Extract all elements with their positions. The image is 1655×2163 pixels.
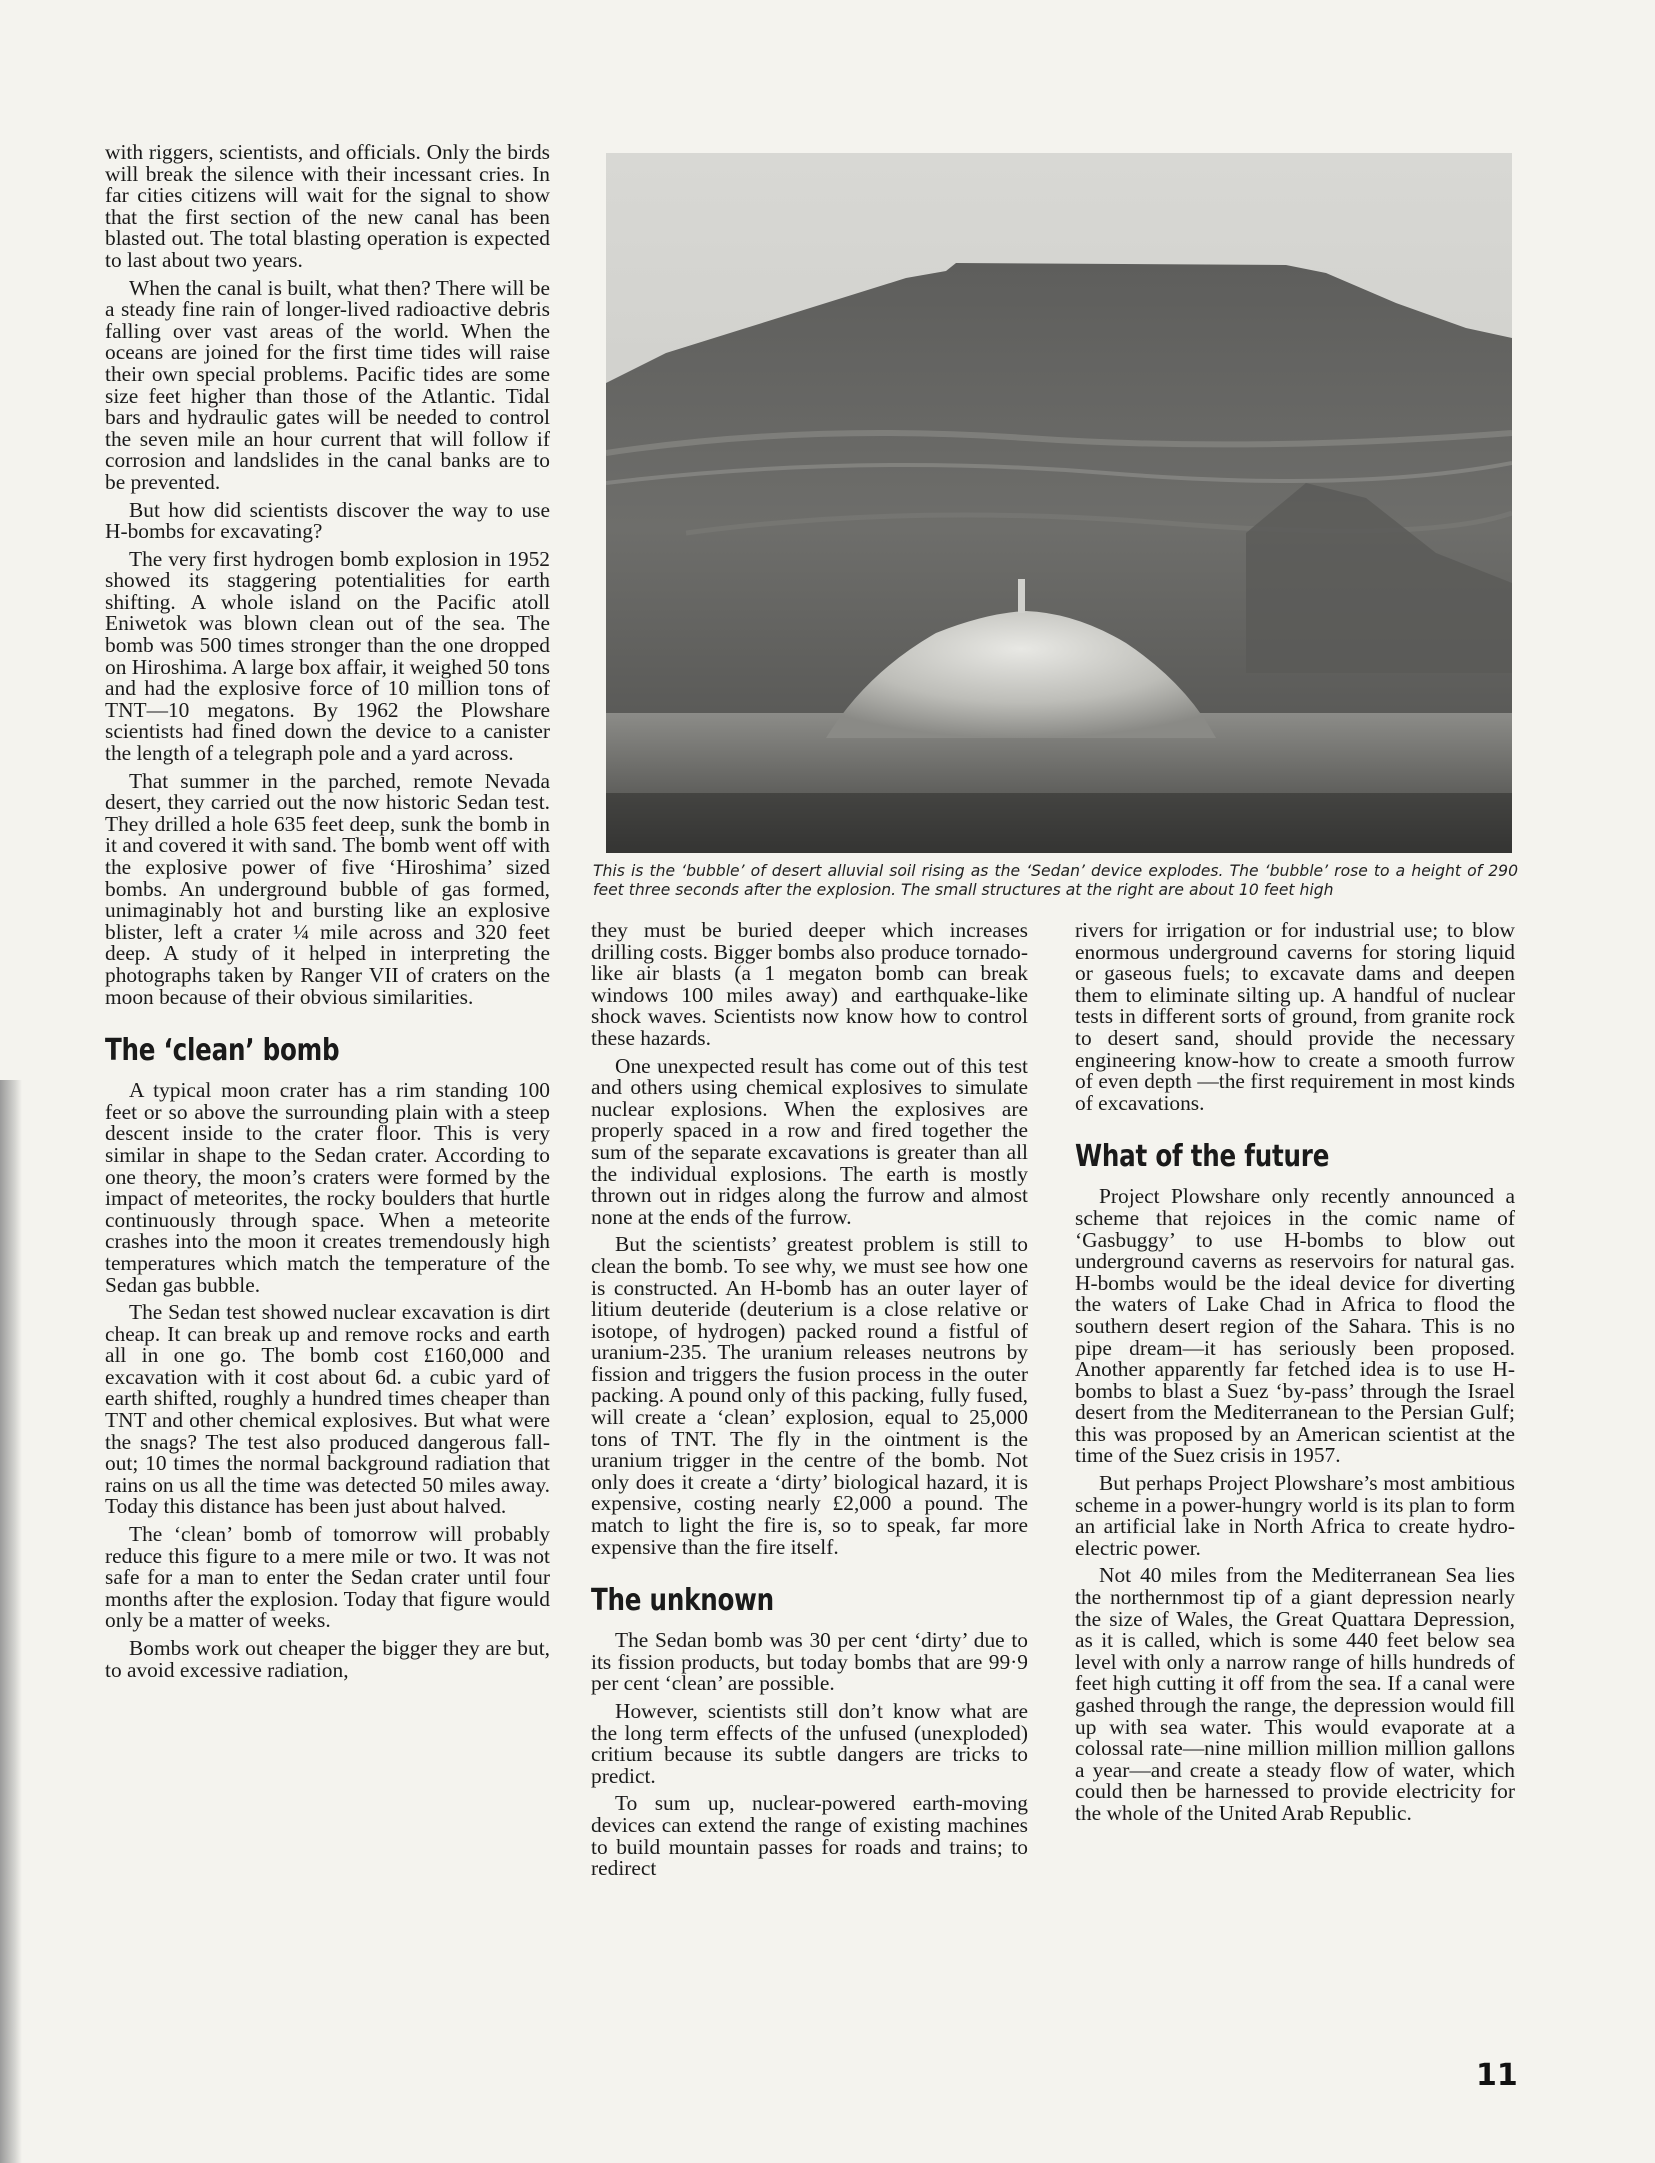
subheading-clean-bomb: The ‘clean’ bomb xyxy=(105,1033,340,1069)
body-paragraph: rivers for irrigation or for industrial use; to blow enormous underground caverns for storing liquid or gaseous fuels; to excavate dams and deepen them to eliminate silting up. A handful of nuclear tests in different sorts of ground, from granite rock to desert sand, should provide the necessary engineering know-how to create a smooth furrow of even depth —the first requirement in most kinds of excavations. xyxy=(1075,918,1515,1115)
body-paragraph: Project Plowshare only recently announced a scheme that rejoices in the comic name of ‘Gasbuggy’ to use H-bombs to blow out underground caverns as reservoirs for natural gas. H-bombs would be the ideal device for diverting the waters of Lake Chad in Africa to flood the southern desert region of the Sahara. This is no pipe dream—it has seriously been proposed. Another apparently far fetched idea is to use H-bombs to blast a Suez ‘by-pass’ through the Israel desert from the Mediterranean to the Persian Gulf; this was proposed by an American scientist at the time of the Suez crisis in 1957. xyxy=(1075,1184,1515,1468)
body-paragraph: One unexpected result has come out of this test and others using chemical explosives to simulate nuclear explosions. When the explosives are properly spaced in a row and fired together the sum of the separate excavations is greater than all the individual explosions. The earth is mostly thrown out in ridges along the furrow and almost none at the ends of the furrow. xyxy=(591,1053,1028,1229)
body-paragraph: When the canal is built, what then? There will be a steady fine rain of longer-lived radioactive debris falling over vast areas of the world. When the oceans are joined for the first time tides will raise their own special problems. Pacific tides are some size feet higher than those of the Atlantic. Tidal bars and hydraulic gates will be needed to control the seven mile an hour current that will follow if corrosion and landslides in the canal banks are to be prevented. xyxy=(105,275,550,494)
body-paragraph: The Sedan bomb was 30 per cent ‘dirty’ due to its fission products, but today bombs that are 99·9 per cent ‘clean’ are possible. xyxy=(591,1628,1028,1696)
article-column-1 xyxy=(105,142,550,1681)
body-paragraph: To sum up, nuclear-powered earth-moving devices can extend the range of existing machines to build mountain passes for roads and trains; to redirect xyxy=(591,1791,1028,1881)
body-paragraph: The ‘clean’ bomb of tomorrow will probably reduce this figure to a mere mile or two. It was not safe for a man to enter the Sedan crater until four months after the explosion. Today that figure would only be a matter of weeks. xyxy=(105,1522,550,1633)
body-paragraph: Bombs work out cheaper the bigger they are but, to avoid excessive radiation, xyxy=(105,1636,550,1682)
subheading-the-unknown: The unknown xyxy=(591,1583,774,1619)
body-paragraph: But perhaps Project Plowshare’s most ambitious scheme in a power-hungry world is its plan to form an artificial lake in North Africa to create hydro-electric power. xyxy=(1075,1471,1515,1560)
article-column-3 xyxy=(1075,920,1515,1825)
body-paragraph: A typical moon crater has a rim standing 100 feet or so above the surrounding plain with a steep descent inside to the crater floor. This is very similar in shape to the Sedan crater. According to one theory, the moon’s craters were formed by the impact of meteorites, the rocky boulders that hurtle continuously through space. When a meteorite crashes into the moon it creates tremendously high temperatures which match the temperature of the Sedan gas bubble. xyxy=(105,1078,550,1297)
article-column-2 xyxy=(591,920,1028,1880)
body-paragraph: The Sedan test showed nuclear excavation is dirt cheap. It can break up and remove rocks and earth all in one go. The bomb cost £160,000 and excavation with it cost about 6d. a cubic yard of earth shifted, roughly a hundred times cheaper than TNT and other chemical explosives. But what were the snags? The test also produced dangerous fall-out; 10 times the normal background radiation that rains on us all the time was detected 50 miles away. Today this distance has been just about halved. xyxy=(105,1300,550,1519)
body-paragraph: they must be buried deeper which increases drilling costs. Bigger bombs also produce tornado-like air blasts (a 1 megaton bomb can break windows 100 miles away) and earthquake-like shock waves. Scientists now know how to control these hazards. xyxy=(591,918,1028,1050)
body-paragraph: Not 40 miles from the Mediterranean Sea lies the northernmost tip of a giant depression nearly the size of Wales, the Great Quattara Depression, as it is called, which is some 440 feet below sea level with only a narrow range of hills hundreds of feet high cutting it off from the sea. If a canal were gashed through the range, the depression would fill up with sea water. This would evaporate at a colossal rate—nine million million million gallons a year—and create a steady flow of water, which could then be harnessed to provide electricity for the whole of the United Arab Republic. xyxy=(1075,1563,1515,1825)
photo-caption: This is the ‘bubble’ of desert alluvial soil rising as the ‘Sedan’ device explodes. The ‘bubble’ rose to a height of 290 feet three seconds after the explosion. The small structures at the right are about 10 feet high xyxy=(593,862,1518,899)
photo-illustration xyxy=(606,153,1512,853)
body-paragraph: That summer in the parched, remote Nevada desert, they carried out the now historic Sedan test. They drilled a hole 635 feet deep, sunk the bomb in it and covered it with sand. The bomb went off with the explosive power of five ‘Hiroshima’ sized bombs. An underground bubble of gas formed, unimaginably hot and bursting like an explosive blister, left a crater ¼ mile across and 320 feet deep. A study of it helped in interpreting the photographs taken by Ranger VII of craters on the moon because of their obvious similarities. xyxy=(105,768,550,1009)
body-paragraph: The very first hydrogen bomb explosion in 1952 showed its staggering potentialities for earth shifting. A whole island on the Pacific atoll Eniwetok was blown clean out of the sea. The bomb was 500 times stronger than the one dropped on Hiroshima. A large box affair, it weighed 50 tons and had the explosive force of 10 million tons of TNT—10 megatons. By 1962 the Plowshare scientists had fined down the device to a canister the length of a telegraph pole and a yard across. xyxy=(105,546,550,766)
body-paragraph: But how did scientists discover the way to use H-bombs for excavating? xyxy=(105,497,550,544)
sedan-explosion-photo xyxy=(606,153,1512,853)
body-paragraph: But the scientists’ greatest problem is still to clean the bomb. To see why, we must see how one is constructed. An H-bomb has an outer layer of litium deuteride (deuterium is a close relative or isotope, of hydrogen) packed round a fistful of uranium-235. The uranium releases neutrons by fission and triggers the fusion process in the outer packing. A pound only of this packing, fully fused, will create a ‘clean’ explosion, equal to 25,000 tons of TNT. The fly in the ointment is the uranium trigger in the centre of the bomb. Not only does it create a ‘dirty’ biological hazard, it is expensive, costing nearly £2,000 a pound. The match to light the fire is, so to speak, far more expensive than the fire itself. xyxy=(591,1232,1028,1559)
subheading-what-of-the-future: What of the future xyxy=(1075,1139,1330,1175)
body-paragraph: However, scientists still don’t know what are the long term effects of the unfused (unexploded) critium because its subtle dangers are tricks to predict. xyxy=(591,1699,1028,1788)
body-paragraph: with riggers, scientists, and officials. Only the birds will break the silence with their incessant cries. In far cities citizens will wait for the signal to show that the first section of the new canal has been blasted out. The total blasting operation is expected to last about two years. xyxy=(105,140,550,272)
page-number: 11 xyxy=(1476,2058,1518,2093)
page-edge-shadow xyxy=(0,1080,22,2163)
